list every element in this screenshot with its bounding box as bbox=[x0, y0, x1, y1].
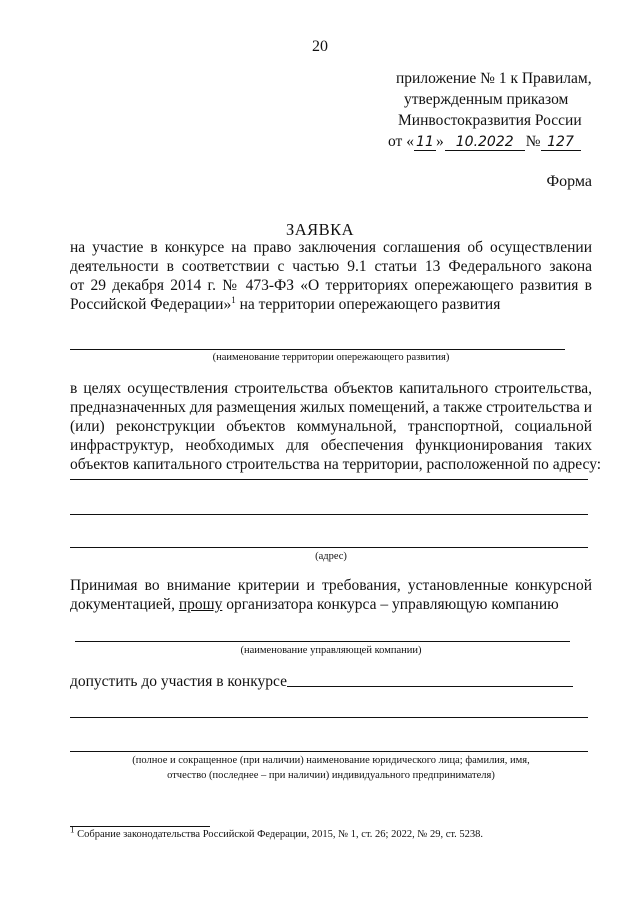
admit-text: допустить до участия в конкурсе bbox=[70, 673, 287, 690]
address-line-1 bbox=[70, 479, 588, 480]
address-caption: (адрес) bbox=[315, 551, 347, 562]
criteria-line-2-end: организатора конкурса – управляющую компанию bbox=[222, 596, 559, 613]
intro-line-2: деятельности в соответствии с частью 9.1 статьи 13 Федерального закона bbox=[70, 258, 592, 275]
territory-name-line bbox=[70, 349, 565, 350]
intro-line-4-end: на территории опережающего развития bbox=[235, 296, 501, 313]
date-prefix: от « bbox=[388, 133, 414, 150]
purpose-line-5: объектов капитального строительства на территории, расположенной по адресу: bbox=[70, 456, 602, 473]
footnote-reference: 1 bbox=[231, 294, 236, 305]
applicant-caption-2: отчество (последнее – при наличии) индивидуального предпринимателя) bbox=[167, 770, 495, 781]
purpose-line-1: в целях осуществления строительства объектов капитального строительства, bbox=[70, 380, 592, 397]
appendix-line-1: приложение № 1 к Правилам, bbox=[396, 70, 592, 87]
date-mid: » bbox=[435, 133, 444, 150]
intro-line-3: от 29 декабря 2014 г. № 473-ФЗ «О территориях опережающего развития в bbox=[70, 277, 592, 294]
footnote-text: Собрание законодательства Российской Федерации, 2015, № 1, ст. 26; 2022, № 29, ст. 5238. bbox=[74, 829, 484, 840]
number-prefix: № bbox=[525, 133, 541, 150]
purpose-line-2: предназначенных для размещения жилых помещений, а также строительства и bbox=[70, 399, 592, 416]
criteria-paragraph bbox=[70, 576, 592, 614]
applicant-caption-1: (полное и сокращенное (при наличии) наименование юридического лица; фамилия, имя, bbox=[132, 755, 530, 766]
company-caption: (наименование управляющей компании) bbox=[240, 645, 422, 656]
page-number: 20 bbox=[312, 38, 328, 55]
intro-line-4 bbox=[70, 295, 592, 314]
admit-line bbox=[70, 672, 592, 691]
intro-line-1: на участие в конкурсе на право заключения соглашения об осуществлении bbox=[70, 239, 592, 256]
footnote-mark: 1 bbox=[70, 824, 75, 835]
intro-paragraph bbox=[70, 238, 592, 314]
address-line-3 bbox=[70, 547, 588, 548]
handwritten-day: 11 bbox=[414, 134, 436, 151]
intro-line-4-start: Российской Федерации» bbox=[70, 296, 232, 313]
address-line-2 bbox=[70, 514, 588, 515]
document-title: ЗАЯВКА bbox=[285, 220, 355, 239]
applicant-line-3 bbox=[70, 751, 588, 752]
appendix-header bbox=[388, 68, 592, 152]
criteria-line-1: Принимая во внимание критерии и требования, установленные конкурсной bbox=[70, 577, 592, 594]
criteria-line-2-start: документацией, bbox=[70, 596, 179, 613]
purpose-line-4: инфраструктур, необходимых для обеспечения функционирования таких bbox=[70, 437, 592, 454]
applicant-line-2 bbox=[70, 717, 588, 718]
company-name-line bbox=[75, 641, 570, 642]
territory-caption: (наименование территории опережающего развития) bbox=[212, 352, 450, 363]
request-word: прошу bbox=[178, 596, 223, 613]
footnote-separator bbox=[70, 826, 210, 827]
purpose-paragraph bbox=[70, 379, 602, 474]
appendix-line-3: Минвостокразвития России bbox=[398, 112, 582, 129]
appendix-date-line bbox=[388, 131, 592, 152]
footnote bbox=[70, 824, 484, 840]
criteria-line-2 bbox=[70, 595, 592, 614]
purpose-line-3: (или) реконструкции объектов коммунальной, транспортной, социальной bbox=[70, 418, 592, 435]
applicant-line-1 bbox=[287, 686, 573, 687]
form-label: Форма bbox=[546, 173, 592, 190]
appendix-line-2: утвержденным приказом bbox=[404, 91, 569, 108]
handwritten-date: 10.2022 bbox=[445, 134, 525, 151]
handwritten-number: 127 bbox=[541, 134, 581, 151]
